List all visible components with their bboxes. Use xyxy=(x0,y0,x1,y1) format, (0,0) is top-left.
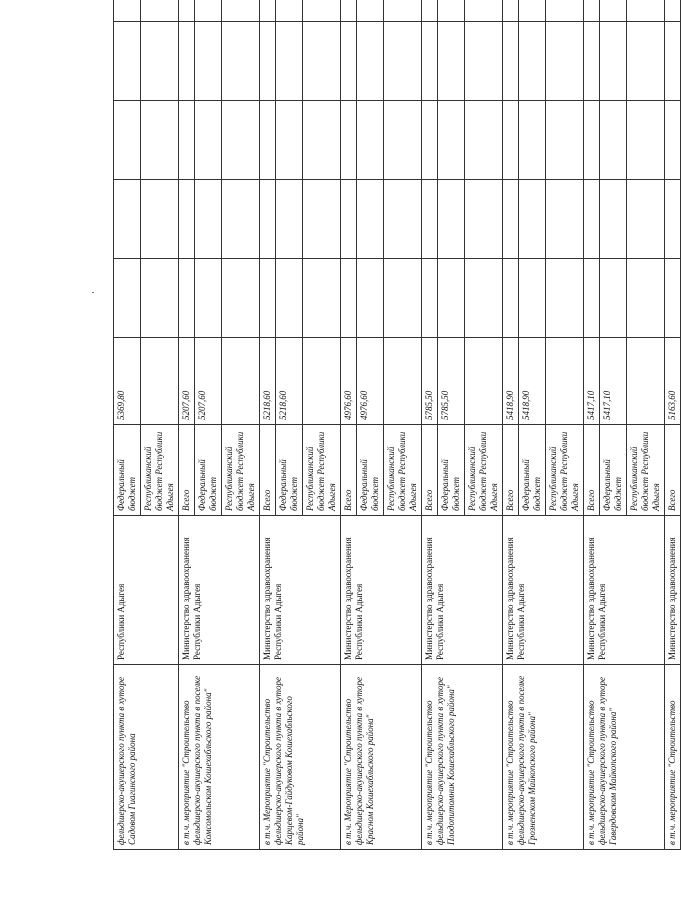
empty-cell xyxy=(303,101,341,180)
amount-cell: 5218,60 xyxy=(260,338,276,425)
executor-cell: Министерство здравоохранения Республики Адыгея xyxy=(341,516,422,665)
funding-source-cell: Федеральный бюджет xyxy=(519,425,546,516)
empty-cell xyxy=(357,180,384,259)
empty-cell xyxy=(384,101,422,180)
empty-cell xyxy=(179,259,195,338)
funding-source-cell: Всего xyxy=(341,425,357,516)
amount-cell: 5418,90 xyxy=(503,338,519,425)
executor-cell: Министерство здравоохранения Республики Адыгея xyxy=(260,516,341,665)
empty-cell xyxy=(222,180,260,259)
empty-cell xyxy=(465,101,503,180)
empty-cell xyxy=(260,101,276,180)
funding-source-cell: Республиканский бюджет Республики Адыгея xyxy=(465,425,503,516)
measure-cell: в т.ч. Мероприятие "Строительство фельдшерско-акушерского пункта в хуторе Карцевом-Гайдуковом Кошехабльского района" xyxy=(260,665,341,850)
table-row xyxy=(179,0,195,850)
empty-cell xyxy=(465,0,503,22)
empty-cell xyxy=(141,259,179,338)
table-row xyxy=(260,0,276,850)
table-row xyxy=(422,0,438,850)
funding-source-cell: Всего xyxy=(422,425,438,516)
empty-cell xyxy=(222,22,260,101)
empty-cell xyxy=(519,22,546,101)
funding-source-cell: Всего xyxy=(260,425,276,516)
empty-cell xyxy=(600,259,627,338)
empty-cell xyxy=(519,0,546,22)
empty-cell xyxy=(422,180,438,259)
measure-cell: фельдшерско-акушерского пункта в хуторе Садовом Гиагинского района xyxy=(114,665,179,850)
empty-cell xyxy=(665,259,681,338)
table-row xyxy=(341,0,357,850)
empty-cell xyxy=(222,0,260,22)
empty-cell xyxy=(114,259,141,338)
amount-cell xyxy=(222,338,260,425)
empty-cell xyxy=(503,259,519,338)
empty-cell xyxy=(503,22,519,101)
empty-cell xyxy=(179,101,195,180)
empty-cell xyxy=(260,0,276,22)
empty-cell xyxy=(584,259,600,338)
empty-cell xyxy=(341,0,357,22)
empty-cell xyxy=(422,22,438,101)
empty-cell xyxy=(438,0,465,22)
empty-cell xyxy=(627,22,665,101)
funding-source-cell: Федеральный бюджет xyxy=(114,425,141,516)
measure-cell: в т.ч. мероприятие "Строительство фельдшерско-акушерского пункта в поселке Комсомольском Кошехабльского района" xyxy=(179,665,260,850)
empty-cell xyxy=(422,0,438,22)
empty-cell xyxy=(546,180,584,259)
empty-cell xyxy=(303,22,341,101)
empty-cell xyxy=(276,259,303,338)
empty-cell xyxy=(341,259,357,338)
executor-cell: Министерство здравоохранения Республики Адыгея xyxy=(422,516,503,665)
funding-source-cell: Всего xyxy=(179,425,195,516)
measure-cell: в т.ч. мероприятие "Строительство фельдшерско-акушерского пункта в хуторе Плодопитомник Кошехабльского района" xyxy=(422,665,503,850)
funding-source-cell: Федеральный бюджет xyxy=(600,425,627,516)
funding-source-cell: Республиканский бюджет Республики Адыгея xyxy=(546,425,584,516)
empty-cell xyxy=(195,101,222,180)
empty-cell xyxy=(195,180,222,259)
empty-cell xyxy=(260,22,276,101)
empty-cell xyxy=(584,180,600,259)
empty-cell xyxy=(665,22,681,101)
empty-cell xyxy=(438,180,465,259)
empty-cell xyxy=(114,0,141,22)
empty-cell xyxy=(303,180,341,259)
empty-cell xyxy=(195,22,222,101)
amount-cell xyxy=(384,338,422,425)
empty-cell xyxy=(384,259,422,338)
funding-table xyxy=(113,0,681,850)
empty-cell xyxy=(546,0,584,22)
amount-cell: 4976,60 xyxy=(357,338,384,425)
empty-cell xyxy=(465,180,503,259)
empty-cell xyxy=(141,22,179,101)
empty-cell xyxy=(665,101,681,180)
empty-cell xyxy=(600,101,627,180)
empty-cell xyxy=(665,180,681,259)
empty-cell xyxy=(179,22,195,101)
measure-cell: в т.ч. мероприятие "Строительство фельдшерско-акушерского пункта в поселке Грозненском Майкопского района" xyxy=(503,665,584,850)
funding-table-body xyxy=(114,0,681,850)
funding-source-cell: Федеральный бюджет xyxy=(357,425,384,516)
executor-cell: Республики Адыгея xyxy=(114,516,179,665)
amount-cell: 5418,90 xyxy=(519,338,546,425)
amount-cell xyxy=(627,338,665,425)
empty-cell xyxy=(384,0,422,22)
funding-source-cell: Всего xyxy=(665,425,681,516)
empty-cell xyxy=(627,0,665,22)
amount-cell: 5207,60 xyxy=(195,338,222,425)
table-row xyxy=(114,0,141,850)
amount-cell: 5163,60 xyxy=(665,338,681,425)
empty-cell xyxy=(384,180,422,259)
empty-cell xyxy=(465,22,503,101)
empty-cell xyxy=(503,101,519,180)
empty-cell xyxy=(179,180,195,259)
empty-cell xyxy=(503,0,519,22)
executor-cell: Министерство здравоохранения xyxy=(665,516,681,665)
empty-cell xyxy=(341,180,357,259)
empty-cell xyxy=(141,0,179,22)
empty-cell xyxy=(600,180,627,259)
empty-cell xyxy=(627,259,665,338)
executor-cell: Министерство здравоохранения Республики Адыгея xyxy=(503,516,584,665)
empty-cell xyxy=(584,22,600,101)
empty-cell xyxy=(438,22,465,101)
empty-cell xyxy=(276,180,303,259)
empty-cell xyxy=(357,22,384,101)
funding-source-cell: Республиканский бюджет Республики Адыгея xyxy=(627,425,665,516)
empty-cell xyxy=(222,259,260,338)
empty-cell xyxy=(422,101,438,180)
amount-cell: 5785,50 xyxy=(438,338,465,425)
empty-cell xyxy=(357,101,384,180)
amount-cell: 5207,60 xyxy=(179,338,195,425)
executor-cell: Министерство здравоохранения Республики Адыгея xyxy=(584,516,665,665)
empty-cell xyxy=(357,0,384,22)
funding-source-cell: Федеральный бюджет xyxy=(276,425,303,516)
amount-cell: 5785,50 xyxy=(422,338,438,425)
empty-cell xyxy=(438,259,465,338)
empty-cell xyxy=(546,22,584,101)
measure-cell: в т.ч. мероприятие "Строительство xyxy=(665,665,681,850)
empty-cell xyxy=(584,101,600,180)
funding-source-cell: Федеральный бюджет xyxy=(195,425,222,516)
empty-cell xyxy=(222,101,260,180)
amount-cell: 5417,10 xyxy=(584,338,600,425)
empty-cell xyxy=(357,259,384,338)
empty-cell xyxy=(341,22,357,101)
empty-cell xyxy=(519,259,546,338)
amount-cell xyxy=(141,338,179,425)
empty-cell xyxy=(627,101,665,180)
amount-cell: 5369,80 xyxy=(114,338,141,425)
empty-cell xyxy=(600,22,627,101)
amount-cell xyxy=(303,338,341,425)
funding-source-cell: Федеральный бюджет xyxy=(438,425,465,516)
amount-cell: 5218,60 xyxy=(276,338,303,425)
empty-cell xyxy=(276,101,303,180)
empty-cell xyxy=(303,0,341,22)
empty-cell xyxy=(303,259,341,338)
measure-cell: в т.ч. мероприятие "Строительство фельдшерско-акушерского пункта в хуторе Гавердовском Майкопского района" xyxy=(584,665,665,850)
empty-cell xyxy=(600,0,627,22)
rotated-table-wrapper xyxy=(113,10,677,850)
empty-cell xyxy=(141,101,179,180)
empty-cell xyxy=(519,180,546,259)
empty-cell xyxy=(276,22,303,101)
empty-cell xyxy=(114,22,141,101)
empty-cell xyxy=(114,101,141,180)
table-row xyxy=(665,0,681,850)
funding-source-cell: Республиканский бюджет Республики Адыгея xyxy=(384,425,422,516)
empty-cell xyxy=(341,101,357,180)
empty-cell xyxy=(114,180,141,259)
amount-cell: 4976,60 xyxy=(341,338,357,425)
table-row xyxy=(503,0,519,850)
executor-cell: Министерство здравоохранения Республики Адыгея xyxy=(179,516,260,665)
empty-cell xyxy=(384,22,422,101)
empty-cell xyxy=(195,259,222,338)
amount-cell xyxy=(465,338,503,425)
table-row xyxy=(584,0,600,850)
amount-cell: 5417,10 xyxy=(600,338,627,425)
empty-cell xyxy=(260,180,276,259)
funding-source-cell: Всего xyxy=(584,425,600,516)
empty-cell xyxy=(179,0,195,22)
empty-cell xyxy=(665,0,681,22)
funding-source-cell: Всего xyxy=(503,425,519,516)
empty-cell xyxy=(195,0,222,22)
empty-cell xyxy=(276,0,303,22)
empty-cell xyxy=(465,259,503,338)
empty-cell xyxy=(546,259,584,338)
empty-cell xyxy=(438,101,465,180)
empty-cell xyxy=(546,101,584,180)
empty-cell xyxy=(627,180,665,259)
funding-source-cell: Республиканский бюджет Республики Адыгея xyxy=(303,425,341,516)
amount-cell xyxy=(546,338,584,425)
empty-cell xyxy=(422,259,438,338)
scan-speck xyxy=(92,292,94,293)
empty-cell xyxy=(260,259,276,338)
funding-source-cell: Республиканский бюджет Республики Адыгея xyxy=(222,425,260,516)
funding-source-cell: Республиканский бюджет Республики Адыгея xyxy=(141,425,179,516)
empty-cell xyxy=(141,180,179,259)
empty-cell xyxy=(519,101,546,180)
empty-cell xyxy=(584,0,600,22)
measure-cell: в т.ч. Мероприятие "Строительство фельдшерско-акушерского пункта в хуторе Красном Кошехабльского района" xyxy=(341,665,422,850)
empty-cell xyxy=(503,180,519,259)
